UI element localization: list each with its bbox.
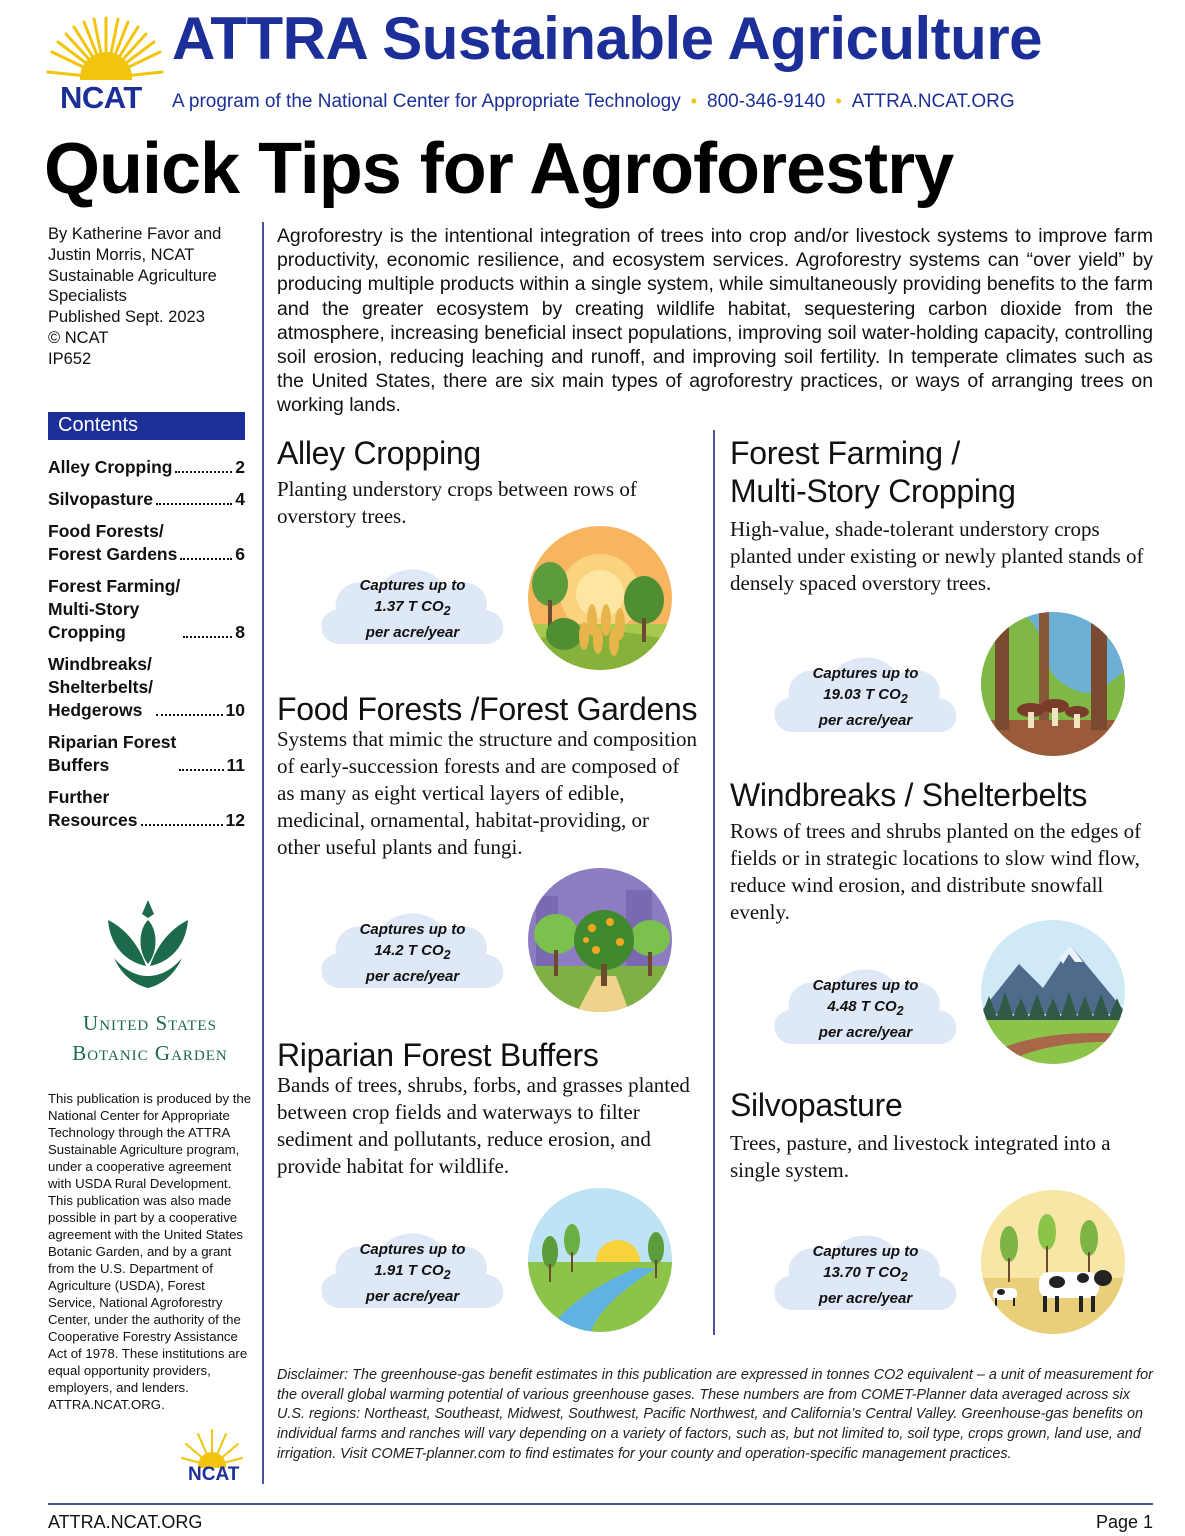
toc-leader-dots: [156, 503, 232, 505]
co2-label: Captures up to: [812, 1243, 919, 1260]
co2-label: Captures up to: [359, 577, 466, 594]
usbg-leaf-logo: [100, 896, 196, 992]
co2-value: 4.48 T CO: [827, 998, 897, 1015]
toc-leader-dots: [141, 824, 223, 826]
ncat-small-logo-text: NCAT: [188, 1464, 240, 1485]
toc-item-label: Riparian Forest Buffers: [48, 732, 177, 775]
co2-unit: per acre/year: [365, 624, 460, 641]
co2-unit: per acre/year: [365, 1288, 460, 1305]
toc-item[interactable]: [48, 653, 245, 722]
toc-item[interactable]: [48, 456, 245, 479]
contents-heading: Contents: [48, 412, 245, 440]
co2-label: Captures up to: [359, 1241, 466, 1258]
toc-leader-dots: [180, 558, 232, 560]
intro-paragraph: Agroforestry is the intentional integration of trees into crop and/or livestock systems to improve farm productivity, economic resilience, and ecosystem services. Agroforestry systems can “over yield” by producing multiple products within a single system, while simultaneously providing benefits to the farm and the greater ecosystem by creating wildlife habitat, sequestering carbon dioxide from the atmosphere, increasing beneficial insect populations, improving soil water-holding capacity, controlling soil erosion, reducing leaching and runoff, and improving soil fertility. In temperate climates such as the United States, there are six main types of agroforestry practices, or ways of arranging trees on working lands.: [277, 225, 1153, 417]
co2-subscript: 2: [443, 948, 451, 962]
toc-leader-dots: [183, 636, 232, 638]
co2-label: Captures up to: [812, 977, 919, 994]
section-title-food-forests: Food Forests /Forest Gardens: [277, 691, 698, 727]
separator-dot: •: [835, 91, 842, 111]
co2-subscript: 2: [896, 1004, 904, 1018]
section-desc-food-forests: Systems that mimic the structure and composition of early-succession forests and are composed of as many as eight vertical layers of edible, medicinal, ornamental, habitat-providing, or other useful plants and fungi.: [277, 727, 697, 859]
toc-item-label: Silvopasture: [48, 489, 154, 509]
section-title-windbreaks: Windbreaks / Shelterbelts: [730, 777, 1088, 813]
co2-cloud-food-forests: [310, 896, 515, 1006]
byline: By Katherine Favor and Justin Morris, NCAT Sustainable Agriculture Specialists Published Sept. 2023 © NCAT IP652: [48, 225, 222, 368]
toc-item[interactable]: [48, 488, 245, 511]
co2-unit: per acre/year: [818, 1290, 913, 1307]
toc-item-page: 4: [235, 489, 245, 509]
toc-item-label: Forest Farming/ Multi-Story Cropping: [48, 576, 181, 642]
section-desc-riparian-buffers: Bands of trees, shrubs, forbs, and grasses planted between crop fields and waterways to filter sediment and pollutants, reduce erosion, and provide habitat for wildlife.: [277, 1073, 690, 1178]
co2-subscript: 2: [443, 1268, 451, 1282]
co2-unit: per acre/year: [365, 968, 460, 985]
co2-subscript: 2: [900, 1270, 908, 1284]
co2-cloud-riparian-buffers: [310, 1216, 515, 1326]
toc-item[interactable]: [48, 520, 245, 566]
section-title-alley-cropping: Alley Cropping: [277, 435, 481, 471]
co2-value: 1.37 T CO: [374, 598, 444, 615]
co2-value: 19.03 T CO: [823, 686, 901, 703]
toc-item-label: Food Forests/ Forest Gardens: [48, 521, 178, 564]
toc-item-label: Alley Cropping: [48, 457, 173, 477]
page-title: Quick Tips for Agroforestry: [44, 129, 954, 209]
program-text: A program of the National Center for Appropriate Technology: [172, 91, 681, 112]
toc-item-page: 12: [225, 810, 245, 830]
silvopasture-illustration: [979, 1188, 1127, 1336]
section-desc-forest-farming: High-value, shade-tolerant understory crops planted under existing or newly planted stands of densely spaced overstory trees.: [730, 517, 1144, 595]
section-title-riparian-buffers: Riparian Forest Buffers: [277, 1037, 599, 1073]
co2-value: 1.91 T CO: [374, 1262, 444, 1279]
co2-value: 14.2 T CO: [374, 942, 444, 959]
section-desc-silvopasture: Trees, pasture, and livestock integrated into a single system.: [730, 1131, 1111, 1182]
windbreak-illustration: [979, 918, 1127, 1066]
co2-unit: per acre/year: [818, 1024, 913, 1041]
alley-cropping-illustration: [526, 524, 674, 672]
co2-unit: per acre/year: [818, 712, 913, 729]
toc-item-page: 6: [235, 544, 245, 564]
brand-title: ATTRA Sustainable Agriculture: [172, 5, 1043, 72]
co2-cloud-windbreaks: [763, 952, 968, 1062]
toc-item-label: Windbreaks/ Shelterbelts/ Hedgerows: [48, 654, 154, 720]
toc-item[interactable]: [48, 575, 245, 644]
co2-subscript: 2: [900, 692, 908, 706]
section-title-silvopasture: Silvopasture: [730, 1087, 903, 1123]
toc-leader-dots: [175, 471, 232, 473]
footer-website[interactable]: ATTRA.NCAT.ORG: [48, 1512, 203, 1532]
toc-item-page: 2: [235, 457, 245, 477]
usbg-name: [40, 1008, 260, 1068]
footer-page-number: Page 1: [1095, 1512, 1153, 1532]
co2-value: 13.70 T CO: [823, 1264, 901, 1281]
co2-label: Captures up to: [359, 921, 466, 938]
toc-item-page: 8: [235, 622, 245, 642]
co2-cloud-alley-cropping: [310, 552, 515, 662]
toc-leader-dots: [179, 769, 223, 771]
usbg-line-2: Botanic Garden: [72, 1041, 228, 1065]
disclaimer: Disclaimer: The greenhouse-gas benefit estimates in this publication are expressed in tonnes CO2 equivalent – a unit of measurement for the overall global warming potential of various greenhouse gases. These numbers are from COMET-Planner data averaged across six U.S. regions: Northeast, Southeast, Midwest, Southwest, Pacific Northwest, and California’s Central Valley. Greenhouse-gas benefits on individual farms and ranches will vary depending on a variety of factors, such as, but not limited to, soil type, crops grown, land use, and irrigation. Visit COMET-planner.com to find estimates for your county and operation-specific management practices.: [277, 1367, 1153, 1462]
toc-leader-dots: [156, 714, 222, 716]
section-title-forest-farming: Forest Farming / Multi-Story Cropping: [730, 435, 1016, 509]
ncat-logo-text: NCAT: [60, 80, 142, 115]
usbg-line-1: United States: [83, 1011, 217, 1035]
publication-note: This publication is produced by the National Center for Appropriate Technology through the ATTRA Sustainable Agriculture program, under a cooperative agreement with USDA Rural Development. This publication was also made possible in part by a cooperative agreement with the United States Botanic Garden, and by a grant from the U.S. Department of Agriculture (USDA), Forest Service, National Agroforestry Center, under the authority of the Cooperative Forestry Assistance Act of 1978. These institutions are equal opportunity providers, employers, and lenders. ATTRA.NCAT.ORG.: [48, 1091, 252, 1412]
phone-number[interactable]: 800-346-9140: [707, 91, 826, 112]
toc-item-label: Further Resources: [48, 787, 138, 830]
sun-icon: [180, 1428, 244, 1468]
table-of-contents: [48, 456, 245, 841]
brand-subtitle: [172, 91, 1015, 113]
website-link[interactable]: ATTRA.NCAT.ORG: [851, 91, 1015, 112]
toc-item-page: 11: [226, 755, 245, 775]
co2-cloud-forest-farming: [763, 640, 968, 750]
ncat-small-logo: [180, 1428, 244, 1486]
column-divider: [713, 430, 715, 1335]
toc-item-page: 10: [225, 700, 245, 720]
forest-farming-illustration: [979, 610, 1127, 758]
food-forest-illustration: [526, 866, 674, 1014]
section-desc-windbreaks: Rows of trees and shrubs planted on the edges of fields or in strategic locations to slow wind flow, reduce wind erosion, and distribute snowfall evenly.: [730, 819, 1142, 924]
separator-dot: •: [690, 91, 698, 111]
section-desc-alley-cropping: Planting understory crops between rows of overstory trees.: [277, 477, 637, 528]
co2-subscript: 2: [443, 604, 451, 618]
co2-label: Captures up to: [812, 665, 919, 682]
toc-item[interactable]: [48, 786, 245, 832]
riparian-buffer-illustration: [526, 1186, 674, 1334]
co2-cloud-silvopasture: [763, 1218, 968, 1328]
toc-item[interactable]: [48, 731, 245, 777]
footer-divider: [48, 1503, 1153, 1505]
column-divider: [262, 222, 264, 1484]
